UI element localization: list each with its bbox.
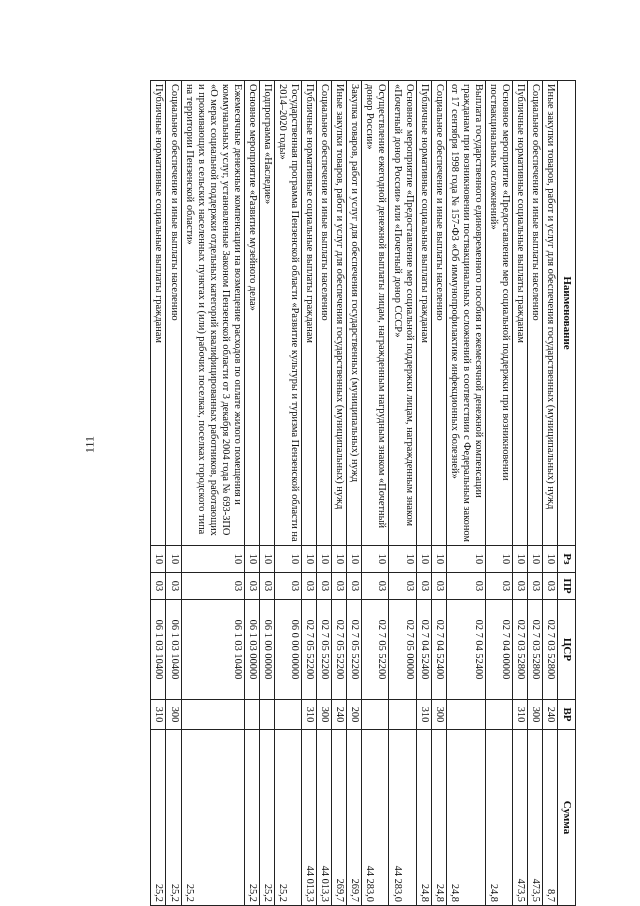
table-row [244, 81, 259, 906]
cell-pr: 03 [166, 573, 181, 600]
cell-name: Публичные нормативные социальные выплаты гражданам [416, 81, 431, 546]
cell-name: Основное мероприятие «Предоставление мер социальной поддержки при возникновении поствакцинальных осложнений» [485, 81, 512, 546]
header-rz: Рз [558, 546, 576, 573]
table-row [181, 81, 244, 906]
cell-vr: 310 [513, 700, 528, 730]
cell-name: Социальное обеспечение и иные выплаты населению [317, 81, 332, 546]
cell-sum: 269,7 [332, 730, 347, 906]
table-row [485, 81, 512, 906]
cell-csr: 06 1 03 10400 [151, 600, 166, 700]
cell-vr [244, 700, 259, 730]
header-pr: ПР [558, 573, 576, 600]
table-body [151, 81, 558, 906]
table-row [528, 81, 543, 906]
table-row [543, 81, 558, 906]
cell-pr: 03 [151, 573, 166, 600]
cell-sum: 25,2 [275, 730, 302, 906]
budget-table [150, 80, 576, 906]
cell-sum: 44 283,0 [362, 730, 389, 906]
cell-name: Публичные нормативные социальные выплаты гражданам [151, 81, 166, 546]
cell-name: Государственная программа Пензенской области «Развитие культуры и туризма Пензенской области на 2014–2020 годы» [275, 81, 302, 546]
cell-sum: 44 283,0 [389, 730, 416, 906]
cell-pr: 03 [244, 573, 259, 600]
cell-sum: 24,8 [431, 730, 446, 906]
cell-rz: 10 [431, 546, 446, 573]
cell-rz: 10 [543, 546, 558, 573]
cell-rz: 10 [446, 546, 485, 573]
table-row [347, 81, 362, 906]
cell-vr [275, 700, 302, 730]
table-row [389, 81, 416, 906]
cell-sum: 25,2 [244, 730, 259, 906]
cell-name: Подпрограмма «Наследие» [259, 81, 274, 546]
cell-name: Ежемесячные денежные компенсации на возмещение расходов по оплате жилого помещения и коммунальных услуг, установленные Законом Пензенской области от 3 декабря 2004 года № 693-ЗПО «О мерах социальной поддержки отдельных категорий квалифицированных работников, работающих и проживающих в сельских населенных пунктах и (или) рабочих поселках, поселках городского типа на территории Пензенской области» [181, 81, 244, 546]
cell-sum: 24,8 [416, 730, 431, 906]
cell-rz: 10 [485, 546, 512, 573]
cell-sum: 473,5 [513, 730, 528, 906]
cell-csr: 02 7 03 52800 [543, 600, 558, 700]
cell-rz: 10 [302, 546, 317, 573]
cell-name: Публичные нормативные социальные выплаты гражданам [513, 81, 528, 546]
cell-vr: 300 [166, 700, 181, 730]
table-row [166, 81, 181, 906]
cell-csr: 06 1 00 00000 [259, 600, 274, 700]
cell-csr: 02 7 04 00000 [485, 600, 512, 700]
cell-sum: 25,2 [166, 730, 181, 906]
header-name: Наименование [558, 81, 576, 546]
cell-csr: 02 7 04 52400 [416, 600, 431, 700]
cell-pr: 03 [302, 573, 317, 600]
cell-pr: 03 [416, 573, 431, 600]
cell-sum: 8,7 [543, 730, 558, 906]
cell-csr: 02 7 04 52400 [446, 600, 485, 700]
cell-csr: 06 0 00 00000 [275, 600, 302, 700]
cell-sum: 25,2 [151, 730, 166, 906]
cell-name: Социальное обеспечение и иные выплаты населению [166, 81, 181, 546]
cell-name: Основное мероприятие «Развитие музейного дела» [244, 81, 259, 546]
cell-vr: 310 [151, 700, 166, 730]
cell-csr: 02 7 03 52800 [528, 600, 543, 700]
cell-vr [446, 700, 485, 730]
rotated-table-container [86, 80, 576, 905]
cell-sum: 269,7 [347, 730, 362, 906]
cell-sum: 473,5 [528, 730, 543, 906]
cell-rz: 10 [166, 546, 181, 573]
cell-rz: 10 [362, 546, 389, 573]
cell-csr: 02 7 05 52200 [332, 600, 347, 700]
cell-csr: 02 7 03 52800 [513, 600, 528, 700]
cell-csr: 06 1 03 00000 [244, 600, 259, 700]
cell-vr [362, 700, 389, 730]
table-row [513, 81, 528, 906]
cell-pr: 03 [259, 573, 274, 600]
cell-csr: 02 7 04 52400 [431, 600, 446, 700]
table-row [416, 81, 431, 906]
cell-vr: 240 [543, 700, 558, 730]
cell-name: Публичные нормативные социальные выплаты гражданам [302, 81, 317, 546]
cell-rz: 10 [275, 546, 302, 573]
cell-sum: 24,8 [485, 730, 512, 906]
cell-pr: 03 [317, 573, 332, 600]
header-csr: ЦСР [558, 600, 576, 700]
cell-name: Иные закупки товаров, работ и услуг для обеспечения государственных (муниципальных) нужд [332, 81, 347, 546]
cell-pr: 03 [362, 573, 389, 600]
cell-vr [485, 700, 512, 730]
cell-pr: 03 [431, 573, 446, 600]
cell-name: Выплата государственного единовременного пособия и ежемесячной денежной компенсации гражданам при возникновении поствакцинальных осложнений в соответствии с Федеральным законом от 17 сентября 1998 года № 157-ФЗ «Об иммунопрофилактике инфекционных болезней» [446, 81, 485, 546]
cell-pr: 03 [528, 573, 543, 600]
cell-csr: 02 7 05 52200 [362, 600, 389, 700]
cell-name: Основное мероприятие «Предоставление мер социальной поддержки лицам, награжденным знаком «Почетный донор России» или «Почетный донор СССР» [389, 81, 416, 546]
cell-vr [389, 700, 416, 730]
cell-sum: 44 013,3 [302, 730, 317, 906]
cell-csr: 06 1 03 10400 [166, 600, 181, 700]
cell-pr: 03 [543, 573, 558, 600]
cell-pr: 03 [332, 573, 347, 600]
cell-name: Социальное обеспечение и иные выплаты населению [431, 81, 446, 546]
cell-pr: 03 [485, 573, 512, 600]
cell-sum: 25,2 [259, 730, 274, 906]
table-row [431, 81, 446, 906]
cell-vr: 200 [347, 700, 362, 730]
cell-rz: 10 [259, 546, 274, 573]
cell-rz: 10 [317, 546, 332, 573]
header-vr: ВР [558, 700, 576, 730]
cell-name: Социальное обеспечение и иные выплаты населению [528, 81, 543, 546]
cell-vr [181, 700, 244, 730]
cell-csr: 02 7 05 00000 [389, 600, 416, 700]
cell-csr: 06 1 03 10400 [181, 600, 244, 700]
cell-rz: 10 [513, 546, 528, 573]
table-row [151, 81, 166, 906]
cell-rz: 10 [528, 546, 543, 573]
cell-rz: 10 [151, 546, 166, 573]
header-sum: Сумма [558, 730, 576, 906]
cell-pr: 03 [181, 573, 244, 600]
cell-rz: 10 [244, 546, 259, 573]
table-row [275, 81, 302, 906]
cell-sum: 25,2 [181, 730, 244, 906]
cell-rz: 10 [332, 546, 347, 573]
table-row [332, 81, 347, 906]
cell-rz: 10 [389, 546, 416, 573]
table-row [259, 81, 274, 906]
cell-rz: 10 [347, 546, 362, 573]
cell-vr: 310 [302, 700, 317, 730]
cell-sum: 44 013,3 [317, 730, 332, 906]
cell-pr: 03 [389, 573, 416, 600]
table-row [362, 81, 389, 906]
cell-vr [259, 700, 274, 730]
cell-csr: 02 7 05 52200 [302, 600, 317, 700]
cell-pr: 03 [446, 573, 485, 600]
cell-vr: 300 [431, 700, 446, 730]
table-row [446, 81, 485, 906]
cell-pr: 03 [275, 573, 302, 600]
cell-name: Осуществление ежегодной денежной выплаты лицам, награжденным нагрудным знаком «Почетный донор России» [362, 81, 389, 546]
cell-sum: 24,8 [446, 730, 485, 906]
cell-csr: 02 7 05 52200 [347, 600, 362, 700]
cell-pr: 03 [513, 573, 528, 600]
table-row [317, 81, 332, 906]
cell-vr: 300 [528, 700, 543, 730]
table-header-row [558, 81, 576, 906]
cell-csr: 02 7 05 52200 [317, 600, 332, 700]
cell-rz: 10 [416, 546, 431, 573]
cell-vr: 300 [317, 700, 332, 730]
cell-vr: 240 [332, 700, 347, 730]
table-row [302, 81, 317, 906]
page-number: 111 [82, 435, 97, 454]
cell-name: Закупка товаров, работ и услуг для обеспечения государственных (муниципальных) нужд [347, 81, 362, 546]
cell-vr: 310 [416, 700, 431, 730]
cell-rz: 10 [181, 546, 244, 573]
cell-name: Иные закупки товаров, работ и услуг для обеспечения государственных (муниципальных) нужд [543, 81, 558, 546]
cell-pr: 03 [347, 573, 362, 600]
